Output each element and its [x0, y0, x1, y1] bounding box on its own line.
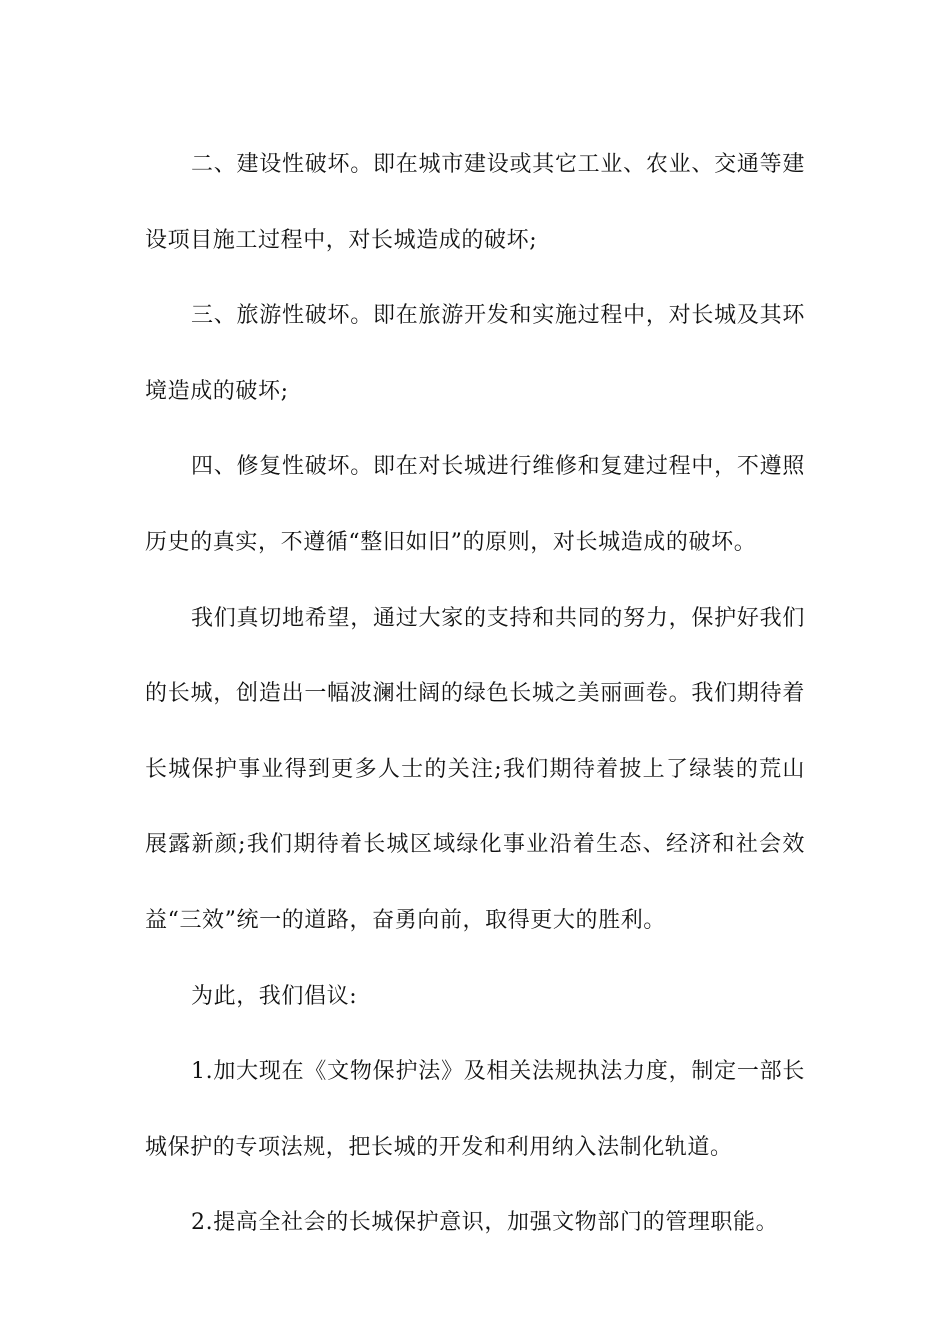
paragraph-proposal-1: 1.加大现在《文物保护法》及相关法规执法力度，制定一部长城保护的专项法规，把长城的开发和利用纳入法制化轨道。	[145, 1059, 805, 1160]
document-body	[145, 127, 805, 1261]
paragraph-proposal-intro: 为此，我们倡议:	[191, 983, 358, 1009]
paragraph-proposal-2: 2.提高全社会的长城保护意识，加强文物部门的管理职能。	[191, 1210, 779, 1236]
paragraph-construction-damage: 二、建设性破坏。即在城市建设或其它工业、农业、交通等建设项目施工过程中，对长城造成的破坏;	[145, 152, 805, 253]
paragraph-tourism-damage: 三、旅游性破坏。即在旅游开发和实施过程中，对长城及其环境造成的破坏;	[145, 303, 805, 404]
paragraph-restoration-damage: 四、修复性破坏。即在对长城进行维修和复建过程中，不遵照历史的真实，不遵循“整旧如旧”的原则，对长城造成的破坏。	[145, 454, 805, 555]
paragraph-hope: 我们真切地希望，通过大家的支持和共同的努力，保护好我们的长城，创造出一幅波澜壮阔的绿色长城之美丽画卷。我们期待着长城保护事业得到更多人士的关注;我们期待着披上了绿装的荒山展露新颜;我们期待着长城区域绿化事业沿着生态、经济和社会效益“三效”统一的道路，奋勇向前，取得更大的胜利。	[145, 605, 805, 933]
